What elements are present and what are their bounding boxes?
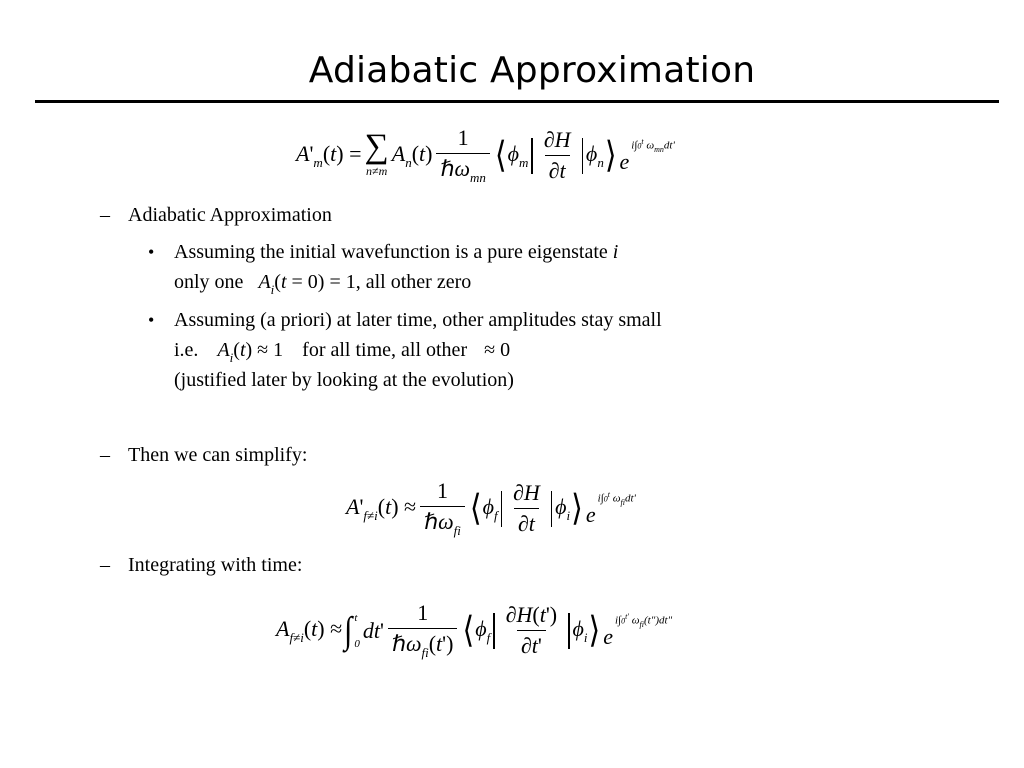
sub-bullet-a-priori-line3: (justified later by looking at the evolution) (174, 369, 514, 391)
bullet-adiabatic-approximation: Adiabatic Approximation (128, 204, 332, 226)
sub-bullet-initial-state: Assuming the initial wavefunction is a pure eigenstate i (174, 241, 619, 263)
sub-bullet-initial-state-line2: only one $A_i(t = 0) = 1$, all other zero (174, 271, 472, 297)
dash-marker: – (100, 444, 110, 466)
bullet-simplify: Then we can simplify: (128, 444, 308, 466)
equation-amplitude-evolution: $A'_m(t)$ = ∑ n≠m $A_n(t)$ $\frac{1}{\hbar\omega_{mn}}$ ⟨ $\phi_m$ $\frac{\partial H}{\partial t}$ $\phi_n$ ⟩ e i∫0$^t$ $\omega_{mn}dt'$ (296, 125, 675, 185)
bullet-dot: • (148, 310, 155, 330)
slide-title: Adiabatic Approximation (308, 50, 756, 91)
bullet-integrating: Integrating with time: (128, 554, 303, 576)
title-underline (35, 100, 999, 103)
dash-marker: – (100, 204, 110, 226)
equation-simplified: $A'_{f\ne i}(t)$ ≈ $\frac{1}{\hbar\omega_{fi}}$ ⟨ $\phi_f$ $\frac{\partial H}{\partial t}$ $\phi_i$ ⟩ e i∫0$^t$ $\omega_{fi}dt'$ (346, 478, 636, 538)
dash-marker: – (100, 554, 110, 576)
bullet-dot: • (148, 242, 155, 262)
sub-bullet-a-priori-line2: i.e. $A_i(t) \approx 1$ for all time, all other ≈ 0 (174, 339, 511, 365)
equation-integrated: $A_{f\ne i}(t)$ ≈ ∫ t 0 dt' $\frac{1}{\hbar\omega_{fi}(t')}$ ⟨ $\phi_f$ $\frac{\partial H(t')}{\partial t'}$ $\phi_i$ ⟩ e $i\int 0^{t'}$ $\omega_{fi}(t")dt$" (276, 600, 673, 660)
sub-bullet-a-priori: Assuming (a priori) at later time, other amplitudes stay small (174, 309, 662, 331)
